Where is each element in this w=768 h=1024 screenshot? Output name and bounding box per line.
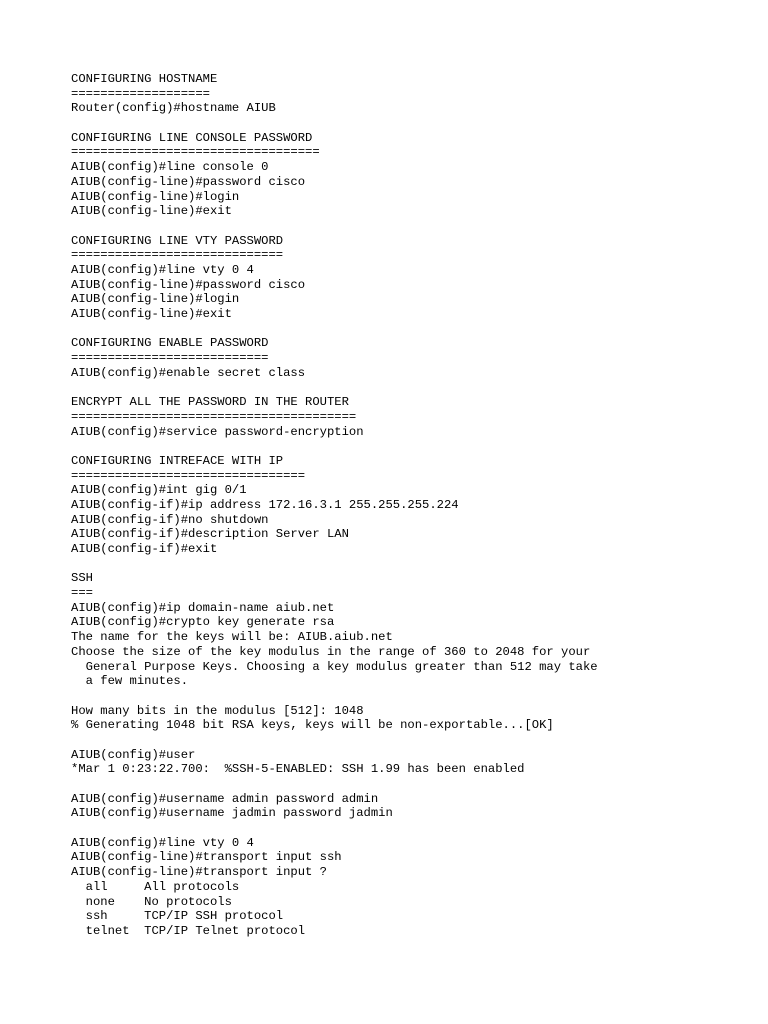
text-line: Choose the size of the key modulus in the range of 360 to 2048 for your	[71, 644, 591, 659]
text-line: AIUB(config-line)#login	[71, 189, 240, 204]
text-line: AIUB(config-if)#no shutdown	[71, 512, 269, 527]
text-line: AIUB(config)#user	[71, 747, 196, 762]
text-line: AIUB(config)#crypto key generate rsa	[71, 615, 335, 630]
text-line: AIUB(config)#line vty 0 4	[71, 835, 254, 850]
text-line: AIUB(config-line)#password cisco	[71, 174, 306, 189]
blank-line	[71, 380, 751, 395]
blank-line	[71, 219, 751, 234]
text-line: AIUB(config-line)#exit	[71, 204, 232, 219]
text-line: =============================	[71, 248, 284, 263]
blank-line	[71, 689, 751, 704]
text-line: ===========================	[71, 351, 269, 366]
text-line: CONFIGURING ENABLE PASSWORD	[71, 336, 269, 351]
text-line: telnet TCP/IP Telnet protocol	[71, 923, 306, 938]
text-line: AIUB(config)#ip domain-name aiub.net	[71, 600, 335, 615]
text-line: CONFIGURING HOSTNAME	[71, 72, 218, 86]
text-line: The name for the keys will be: AIUB.aiub.net	[71, 630, 393, 645]
text-line: AIUB(config)#service password-encryption	[71, 424, 364, 439]
text-line: AIUB(config-line)#exit	[71, 307, 232, 321]
blank-line	[71, 439, 751, 454]
text-line: AIUB(config)#username jadmin password jadmin	[71, 806, 393, 821]
text-line: AIUB(config-line)#transport input ?	[71, 865, 327, 880]
text-line: AIUB(config)#username admin password admin	[71, 791, 379, 806]
text-line: AIUB(config-if)#exit	[71, 542, 218, 556]
text-line: % Generating 1048 bit RSA keys, keys will be non-exportable...[OK]	[71, 718, 554, 733]
text-line: CONFIGURING INTREFACE WITH IP	[71, 453, 284, 468]
blank-line	[71, 821, 751, 836]
text-line: all All protocols	[71, 879, 240, 894]
text-line: AIUB(config-line)#password cisco	[71, 277, 306, 292]
blank-line	[71, 557, 751, 572]
text-line: AIUB(config)#enable secret class	[71, 365, 306, 380]
text-line: ================================	[71, 468, 306, 483]
text-line: ===================	[71, 86, 210, 101]
blank-line	[71, 322, 751, 337]
text-line: CONFIGURING LINE VTY PASSWORD	[71, 233, 284, 248]
text-line: ==================================	[71, 145, 320, 160]
document-page	[71, 72, 751, 939]
text-line: Router(config)#hostname AIUB	[71, 101, 276, 116]
text-line: =======================================	[71, 409, 357, 424]
text-line: ===	[71, 586, 93, 601]
text-line: CONFIGURING LINE CONSOLE PASSWORD	[71, 130, 313, 145]
text-line: AIUB(config-if)#description Server LAN	[71, 527, 349, 542]
blank-line	[71, 733, 751, 748]
text-line: a few minutes.	[71, 674, 189, 689]
text-line: ssh TCP/IP SSH protocol	[71, 909, 284, 924]
blank-line	[71, 116, 751, 131]
blank-line	[71, 777, 751, 792]
text-line: *Mar 1 0:23:22.700: %SSH-5-ENABLED: SSH 1.99 has been enabled	[71, 762, 525, 777]
text-line: AIUB(config-line)#transport input ssh	[71, 850, 342, 865]
text-line: none No protocols	[71, 894, 232, 909]
text-line: AIUB(config)#line vty 0 4	[71, 262, 254, 277]
text-line: AIUB(config)#line console 0	[71, 160, 269, 175]
text-line: SSH	[71, 571, 93, 586]
text-line: AIUB(config-line)#login	[71, 292, 240, 307]
text-line: AIUB(config-if)#ip address 172.16.3.1 255.255.255.224	[71, 497, 459, 512]
text-line: General Purpose Keys. Choosing a key modulus greater than 512 may take	[71, 659, 598, 674]
text-line: ENCRYPT ALL THE PASSWORD IN THE ROUTER	[71, 395, 349, 410]
text-line: AIUB(config)#int gig 0/1	[71, 483, 247, 498]
text-line: How many bits in the modulus [512]: 1048	[71, 703, 364, 718]
